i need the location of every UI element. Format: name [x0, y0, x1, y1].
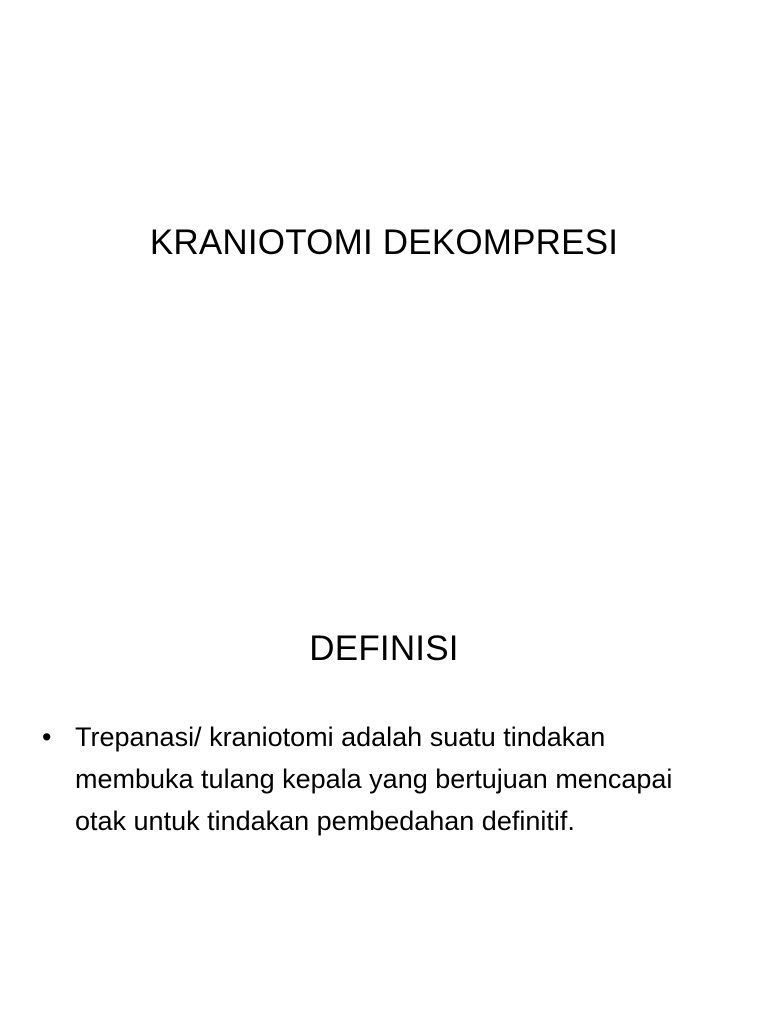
slide-title: KRANIOTOMI DEKOMPRESI [149, 223, 619, 262]
bullet-text: Trepanasi/ kraniotomi adalah suatu tindakan membuka tulang kepala yang bertujuan mencapai otak untuk tindakan pembedahan definitif. [75, 722, 673, 836]
definition-slide [0, 512, 768, 1024]
list-item [42, 716, 722, 842]
bullet-icon: • [42, 722, 52, 752]
bullet-list [42, 716, 722, 842]
section-heading: DEFINISI [309, 629, 459, 668]
